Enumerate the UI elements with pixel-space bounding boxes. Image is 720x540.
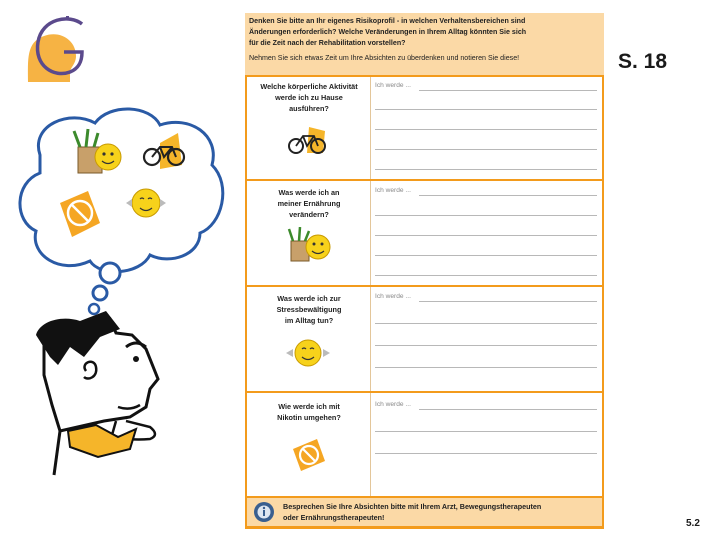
page-reference: S. 18 <box>618 50 668 73</box>
answer-line[interactable] <box>419 301 597 302</box>
question-line: ausführen? <box>289 104 329 113</box>
footer-line: Besprechen Sie Ihre Absichten bitte mit Ihrem Arzt, Bewegungstherapeuten <box>283 502 542 511</box>
answer-line[interactable] <box>375 169 597 170</box>
section-nutrition <box>247 181 602 285</box>
section-nicotine <box>247 393 602 496</box>
question-line: im Alltag tun? <box>284 316 334 325</box>
answer-line[interactable] <box>419 90 597 91</box>
answer-line[interactable] <box>375 275 597 276</box>
question-line: werde ich zu Hause <box>275 93 343 102</box>
bicycle-icon <box>287 127 327 157</box>
question-line: Welche körperliche Aktivität <box>260 82 358 91</box>
relaxed-smiley-icon <box>283 337 333 369</box>
header-line: Denken Sie bitte an Ihr eigenes Risikoprofil - in welchen Verhaltensbereichen sind <box>249 17 526 25</box>
thinking-man <box>36 311 158 475</box>
answer-line[interactable] <box>375 149 597 150</box>
answer-line[interactable] <box>375 345 597 346</box>
header-note: Nehmen Sie sich etwas Zeit um Ihre Absichten zu überdenken und notieren Sie diese! <box>249 54 520 62</box>
answer-line[interactable] <box>375 109 597 110</box>
header-line: Änderungen erforderlich? Welche Veränderungen in Ihrem Alltag könnten Sie sich <box>249 28 527 36</box>
worksheet-footer <box>247 498 602 526</box>
answer-line[interactable] <box>375 255 597 256</box>
worksheet <box>245 13 604 529</box>
question-line: meiner Ernährung <box>277 199 341 208</box>
answer-line[interactable] <box>375 453 597 454</box>
question-line: Nikotin umgehen? <box>277 413 341 422</box>
section-physical-activity <box>247 77 602 179</box>
answer-starter: Ich werde ... <box>375 187 411 194</box>
footer-line: oder Ernährungstherapeuten! <box>283 512 385 522</box>
section-stress-management <box>247 287 602 391</box>
question-line: verändern? <box>289 210 329 219</box>
answer-line[interactable] <box>375 215 597 216</box>
page-number: 5.2 <box>686 518 700 529</box>
question-line: Was werde ich zur <box>277 294 341 303</box>
footer-text <box>283 502 599 523</box>
answer-starter: Ich werde ... <box>375 293 411 300</box>
answer-line[interactable] <box>375 235 597 236</box>
answer-starter: Ich werde ... <box>375 401 411 408</box>
header-line: für die Zeit nach der Rehabilitation vorstellen? <box>249 39 406 47</box>
answer-line[interactable] <box>419 409 597 410</box>
question-line: Stressbewältigung <box>276 305 342 314</box>
answer-line[interactable] <box>375 129 597 130</box>
logo-g-head <box>20 12 100 90</box>
answer-starter: Ich werde ... <box>375 82 411 89</box>
grocery-smiley-icon <box>287 227 333 263</box>
no-smoking-icon <box>291 437 327 473</box>
thinking-man-illustration <box>0 95 240 540</box>
answer-line[interactable] <box>375 323 597 324</box>
answer-line[interactable] <box>375 431 597 432</box>
question-line: Wie werde ich mit <box>278 402 340 411</box>
answer-line[interactable] <box>375 367 597 368</box>
worksheet-header <box>245 13 604 75</box>
info-icon <box>253 501 275 523</box>
question-line: Was werde ich an <box>278 188 340 197</box>
answer-line[interactable] <box>419 195 597 196</box>
